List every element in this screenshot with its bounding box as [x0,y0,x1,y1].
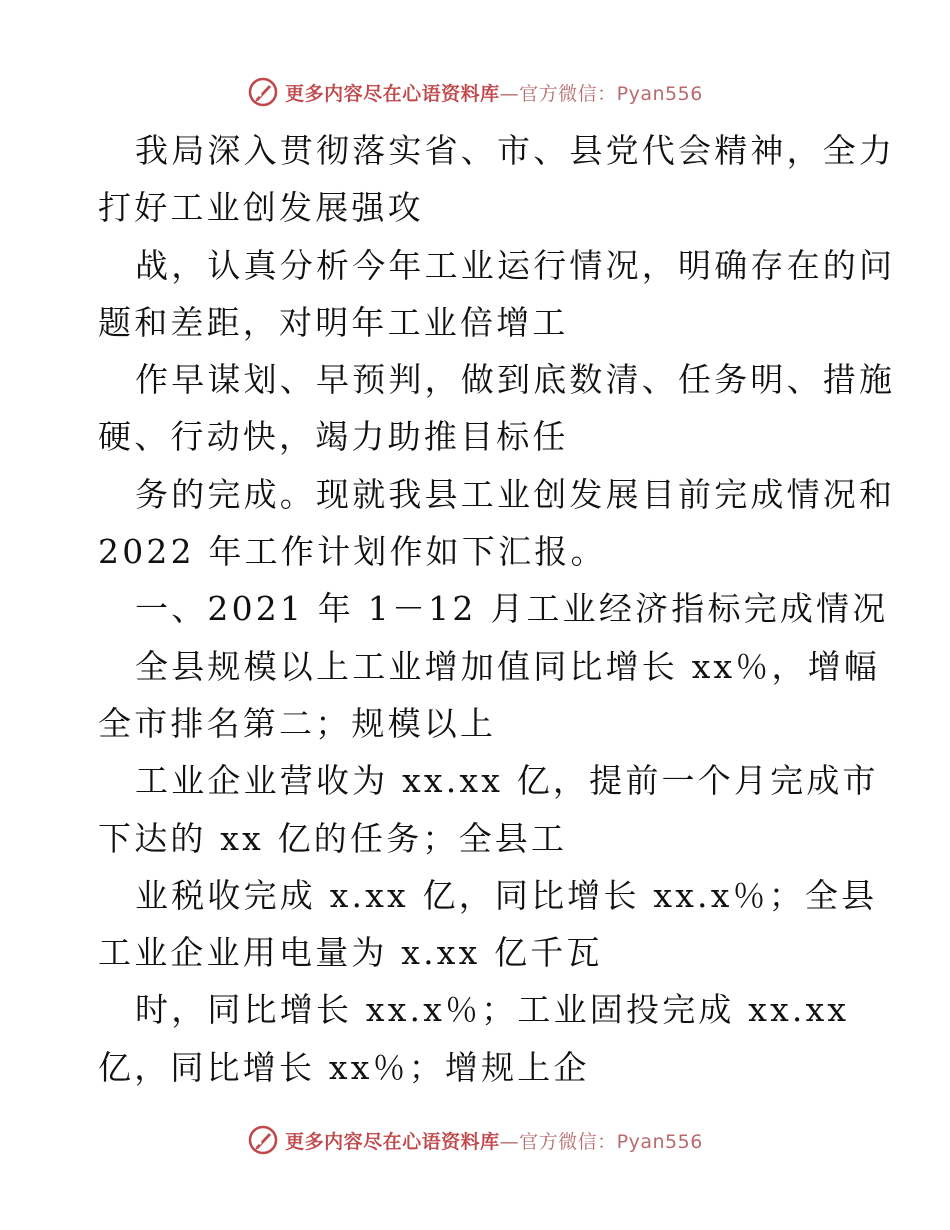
paragraph-line: 下达的 xx 亿的任务；全县工 [98,818,568,858]
watermark-wechat-text: —官方微信：Pyan556 [499,1130,703,1153]
paragraph-line: 一、2021 年 1－12 月工业经济指标完成情况 [135,589,889,629]
paragraph-line: 全市排名第二；规模以上 [98,703,497,743]
paragraph-line: 亿，同比增长 xx％；增规上企 [98,1047,590,1087]
paragraph-line: 业税收完成 x.xx 亿，同比增长 xx.x％；全县 [135,875,878,915]
footer-watermark [0,1120,950,1160]
watermark-text [285,1127,703,1154]
watermark-main-text: 更多内容尽在心语资料库 [285,1130,500,1153]
paragraph-line: 我局深入贯彻落实省、市、县党代会精神，全力 [135,131,896,170]
paragraph-line: 全县规模以上工业增加值同比增长 xx％，增幅 [135,646,881,686]
watermark-main-text: 更多内容尽在心语资料库 [285,82,500,105]
paragraph-line: 硬、行动快，竭力助推目标任 [98,417,569,457]
watermark-wechat-text: —官方微信：Pyan556 [499,82,703,105]
red-quill-seal-icon [247,1124,279,1156]
paragraph-line: 工业企业用电量为 x.xx 亿千瓦 [98,933,603,973]
paragraph-line: 战，认真分析今年工业运行情况，明确存在的问 [135,245,896,285]
paragraph-line: 作早谋划、早预判，做到底数清、任务明、措施 [135,360,896,400]
paragraph-line: 务的完成。现就我县工业创发展目前完成情况和 [135,474,896,514]
watermark-text [285,79,703,106]
red-quill-seal-icon [247,76,279,108]
paragraph-line: 2022 年工作计划作如下汇报。 [98,532,607,572]
document-body [98,122,896,1096]
header-watermark [0,72,950,112]
paragraph-line: 打好工业创发展强攻 [98,188,424,228]
paragraph-line: 题和差距，对明年工业倍增工 [98,302,569,342]
paragraph-line: 时，同比增长 xx.x％；工业固投完成 xx.xx [135,990,850,1030]
paragraph-line: 工业企业营收为 xx.xx 亿，提前一个月完成市 [135,761,879,801]
